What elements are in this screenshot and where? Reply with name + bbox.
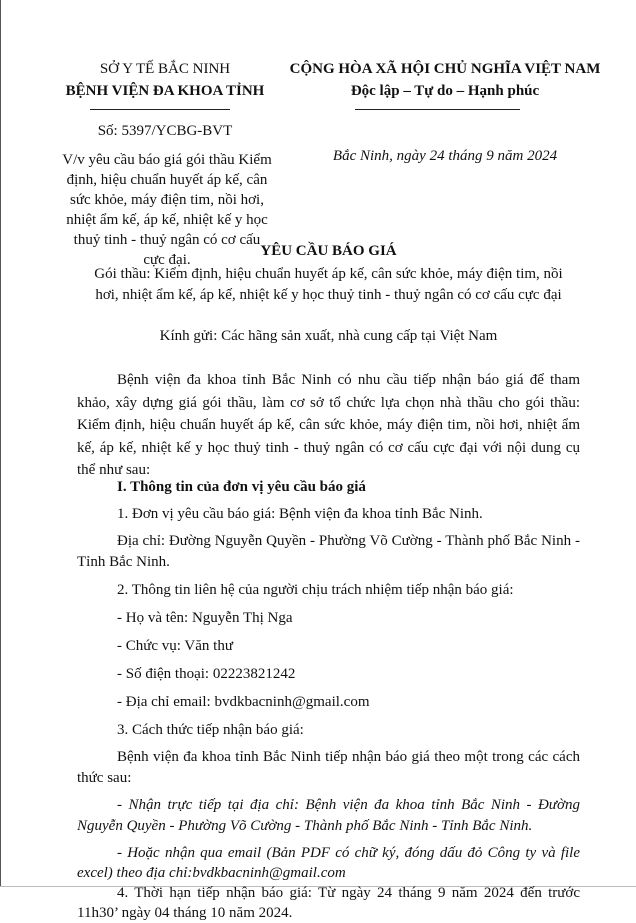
intro-paragraph: Bệnh viện đa khoa tỉnh Bắc Ninh có nhu cầu tiếp nhận báo giá để tham khảo, xây dựng giá gói thầu, làm cơ sở tổ chức lựa chọn nhà thầu cho gói thầu: Kiểm định, hiệu chuẩn huyết áp kế, cân sức khỏe, máy điện tim, nồi hơi, nhiệt ẩm kế, áp kế, nhiệt kế y học thuỷ tinh - thuỷ ngân có cơ cấu cực đại với nội dung cụ thể như sau: [77, 372, 580, 478]
document-title: YÊU CẦU BÁO GIÁ [260, 243, 397, 259]
left-header-underline [90, 109, 230, 110]
right-header-underline [355, 109, 520, 110]
requesting-unit: 1. Đơn vị yêu cầu báo giá: Bệnh viện đa khoa tỉnh Bắc Ninh. [117, 506, 483, 522]
receipt-method-heading: 3. Cách thức tiếp nhận báo giá: [117, 722, 304, 738]
motto: Độc lập – Tự do – Hạnh phúc [350, 83, 540, 99]
document-number: Số: 5397/YCBG-BVT [97, 123, 233, 139]
contact-info-heading: 2. Thông tin liên hệ của người chịu trách nhiệm tiếp nhận báo giá: [117, 582, 514, 598]
country-name: CỘNG HÒA XÃ HỘI CHỦ NGHĨA VIỆT NAM [289, 61, 601, 77]
receipt-method-description: Bệnh viện đa khoa tỉnh Bắc Ninh tiếp nhận báo giá theo một trong các cách thức sau: [77, 749, 580, 786]
contact-email: - Địa chỉ email: bvdkbacninh@gmail.com [117, 694, 370, 710]
recipient: Kính gửi: Các hãng sản xuất, nhà cung cấp tại Việt Nam [159, 328, 498, 344]
package-name: Gói thầu: Kiểm định, hiệu chuẩn huyết áp kế, cân sức khỏe, máy điện tim, nồi hơi, nhiệt ẩm kế, áp kế, nhiệt kế y học thuỷ tinh - thuỷ ngân có cơ cấu cực đại [94, 266, 563, 303]
contact-position: - Chức vụ: Văn thư [117, 638, 233, 654]
document-subject: V/v yêu cầu báo giá gói thầu Kiểm định, hiệu chuẩn huyết áp kế, cân sức khỏe, máy điện tim, nồi hơi, nhiệt ẩm kế, áp kế, nhiệt kế y học thuỷ tinh - thuỷ ngân có cơ cấu cực đại. [62, 152, 272, 268]
receipt-method-email: - Hoặc nhận qua email (Bản PDF có chữ ký, đóng dấu đỏ Công ty và file excel) theo địa chỉ:bvdkbacninh@gmail.com [77, 845, 580, 881]
section-heading: I. Thông tin của đơn vị yêu cầu báo giá [117, 479, 366, 495]
receipt-method-direct: - Nhận trực tiếp tại địa chỉ: Bệnh viện đa khoa tỉnh Bắc Ninh - Đường Nguyễn Quyền - Phường Võ Cường - Thành phố Bắc Ninh - Tỉnh Bắc Ninh. [77, 797, 580, 834]
page-border-left [0, 0, 1, 887]
agency-name: SỞ Y TẾ BẮC NINH [99, 61, 231, 77]
document-date: Bắc Ninh, ngày 24 tháng 9 năm 2024 [332, 148, 558, 164]
left-header [50, 58, 280, 102]
contact-phone: - Số điện thoại: 02223821242 [117, 666, 296, 682]
contact-name: - Họ và tên: Nguyễn Thị Nga [117, 610, 293, 626]
hospital-name: BỆNH VIỆN ĐA KHOA TỈNH [65, 83, 265, 99]
address: Địa chỉ: Đường Nguyễn Quyền - Phường Võ Cường - Thành phố Bắc Ninh - Tỉnh Bắc Ninh. [77, 533, 580, 570]
receipt-deadline: 4. Thời hạn tiếp nhận báo giá: Từ ngày 24 tháng 9 năm 2024 đến trước 11h30’ ngày 04 tháng 10 năm 2024. [77, 885, 580, 921]
